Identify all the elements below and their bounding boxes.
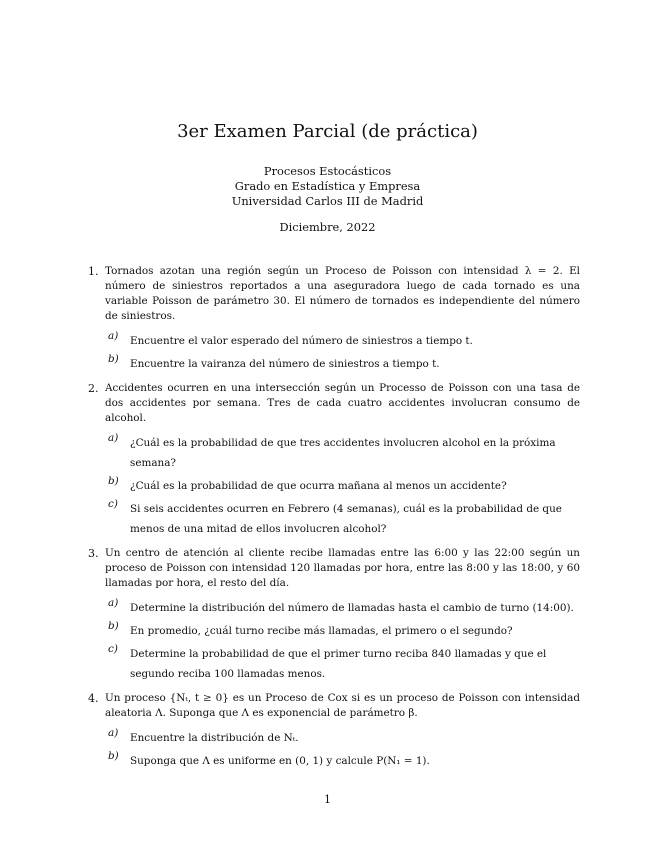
problem-text: Tornados azotan una región según un Proceso de Poisson con intensidad λ = 2. El número de siniestros reportados a una aseguradora luego de cada tornado es una variable Poisson de parámetro 30. El número de tornados es independiente del número de siniestros. [105,265,580,322]
subquestion [105,642,580,682]
problem-text: Accidentes ocurren en una intersección según un Processo de Poisson con una tasa de dos accidentes por semana. Tres de cada cuatro accidentes involucran consumo de alcohol. [105,382,580,424]
problem-text: Un centro de atención al cliente recibe llamadas entre las 6:00 y las 22:00 según un proceso de Poisson con intensidad 120 llamadas por hora, entre las 8:00 y las 18:00, y 60 llamadas por hora, el resto del día. [105,547,580,589]
subquestion [105,431,580,471]
subquestion-label: a) [108,330,119,342]
subquestion-text: Encuentre la vairanza del número de siniestros a tiempo t. [130,358,440,370]
page-number: 1 [324,793,331,806]
subquestion-text: ¿Cuál es la probabilidad de que tres accidentes involucren alcohol en la próxima semana? [130,437,556,469]
problem-3 [88,546,580,682]
subquestion-text: Determine la probabilidad de que el primer turno reciba 840 llamadas y que el segundo reciba 100 llamadas menos. [130,648,547,680]
subquestion-label: c) [108,498,118,510]
university-name: Universidad Carlos III de Madrid [231,194,424,208]
subquestion [105,596,580,616]
problem-text: Un proceso {Nₜ, t ≥ 0} es un Proceso de Cox si es un proceso de Poisson con intensidad aleatoria Λ. Suponga que Λ es exponencial de parámetro β. [105,692,580,719]
degree-name: Grado en Estadística y Empresa [234,179,421,193]
subquestion-label: b) [108,475,119,487]
subquestion-label: b) [108,750,119,762]
subquestion-text: Encuentre la distribución de Nₜ. [130,732,299,744]
problem-number: 4. [88,692,99,705]
subquestion-label: c) [108,643,118,655]
problem-1 [88,264,580,372]
problem-number: 2. [88,382,99,395]
subquestion [105,619,580,639]
subquestion-list [105,329,580,372]
subquestion-label: a) [108,432,119,444]
subquestion [105,749,580,769]
subquestion-text: Determine la distribución del número de llamadas hasta el cambio de turno (14:00). [130,602,574,614]
subquestion [105,352,580,372]
subquestion-text: Suponga que Λ es uniforme en (0, 1) y calcule P(N₁ = 1). [130,755,430,767]
subquestion-text: ¿Cuál es la probabilidad de que ocurra mañana al menos un accidente? [130,480,507,492]
subquestion-text: Si seis accidentes ocurren en Febrero (4 semanas), cuál es la probabilidad de que menos de una mitad de ellos involucren alcohol? [130,503,562,535]
problem-number: 3. [88,547,99,560]
subquestion-label: a) [108,727,119,739]
subquestion-text: Encuentre el valor esperado del número de siniestros a tiempo t. [130,335,473,347]
exam-title: 3er Examen Parcial (de práctica) [177,121,478,142]
subquestion-list [105,596,580,682]
problem-4 [88,691,580,769]
subquestion-label: a) [108,597,119,609]
subquestion [105,726,580,746]
subquestion [105,474,580,494]
problem-2 [88,381,580,537]
subquestion-label: b) [108,620,119,632]
problem-list [88,264,580,778]
subquestion-label: b) [108,353,119,365]
subquestion-text: En promedio, ¿cuál turno recibe más llamadas, el primero o el segundo? [130,625,513,637]
subquestion [105,329,580,349]
subquestion-list [105,431,580,537]
subquestion-list [105,726,580,769]
problem-number: 1. [88,265,99,278]
exam-date: Diciembre, 2022 [279,220,376,234]
course-name: Procesos Estocásticos [263,164,392,178]
subquestion [105,497,580,537]
